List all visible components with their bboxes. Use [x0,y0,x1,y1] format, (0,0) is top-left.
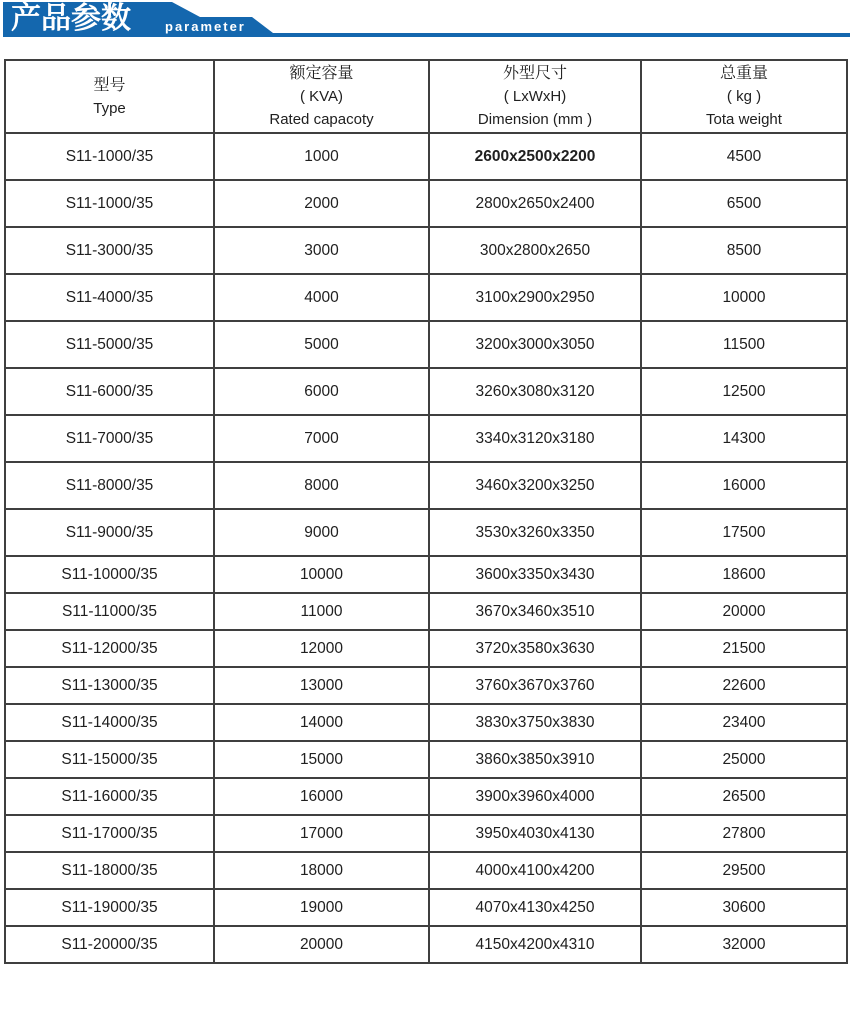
cell-weight: 23400 [641,704,847,741]
cell-model: S11-10000/35 [5,556,214,593]
cell-weight: 12500 [641,368,847,415]
cell-capacity: 5000 [214,321,429,368]
cell-capacity: 3000 [214,227,429,274]
cell-dimension: 300x2800x2650 [429,227,641,274]
cell-dimension: 3760x3670x3760 [429,667,641,704]
cell-model: S11-4000/35 [5,274,214,321]
table-row [5,321,847,368]
cell-capacity: 6000 [214,368,429,415]
cell-model: S11-17000/35 [5,815,214,852]
cell-weight: 29500 [641,852,847,889]
header-line-zh: 型号 [93,76,126,94]
header-line-en: Tota weight [706,111,782,128]
cell-model: S11-19000/35 [5,889,214,926]
cell-capacity: 8000 [214,462,429,509]
cell-dimension: 3600x3350x3430 [429,556,641,593]
cell-weight: 25000 [641,741,847,778]
cell-weight: 17500 [641,509,847,556]
cell-capacity: 14000 [214,704,429,741]
cell-weight: 27800 [641,815,847,852]
cell-weight: 4500 [641,133,847,180]
table-row [5,704,847,741]
cell-capacity: 17000 [214,815,429,852]
spec-table-container [4,59,846,964]
table-row [5,852,847,889]
cell-model: S11-1000/35 [5,180,214,227]
header-line-unit: ( KVA) [299,88,344,105]
header-line-en: Dimension (mm ) [477,111,593,128]
cell-dimension: 3460x3200x3250 [429,462,641,509]
cell-capacity: 15000 [214,741,429,778]
table-row [5,274,847,321]
table-row [5,630,847,667]
section-banner [0,0,850,40]
cell-dimension: 4150x4200x4310 [429,926,641,963]
cell-dimension: 3260x3080x3120 [429,368,641,415]
cell-dimension: 3900x3960x4000 [429,778,641,815]
cell-weight: 30600 [641,889,847,926]
cell-dimension: 3530x3260x3350 [429,509,641,556]
table-row [5,509,847,556]
cell-capacity: 2000 [214,180,429,227]
cell-model: S11-13000/35 [5,667,214,704]
cell-weight: 32000 [641,926,847,963]
cell-model: S11-16000/35 [5,778,214,815]
cell-weight: 14300 [641,415,847,462]
cell-capacity: 1000 [214,133,429,180]
section-title: 产品参数 [11,2,131,35]
section-subtitle: parameter [165,19,246,34]
table-row [5,368,847,415]
cell-weight: 16000 [641,462,847,509]
column-header-dimension [429,60,641,133]
cell-dimension: 3950x4030x4130 [429,815,641,852]
header-line-zh: 额定容量 [289,65,354,82]
cell-capacity: 13000 [214,667,429,704]
cell-model: S11-11000/35 [5,593,214,630]
cell-model: S11-14000/35 [5,704,214,741]
cell-weight: 22600 [641,667,847,704]
cell-capacity: 12000 [214,630,429,667]
cell-dimension: 2800x2650x2400 [429,180,641,227]
table-row [5,133,847,180]
cell-model: S11-6000/35 [5,368,214,415]
table-row [5,889,847,926]
cell-capacity: 9000 [214,509,429,556]
cell-model: S11-8000/35 [5,462,214,509]
table-row [5,667,847,704]
header-line-unit: ( kg ) [726,88,762,105]
cell-model: S11-12000/35 [5,630,214,667]
spec-table [4,59,848,964]
cell-dimension: 2600x2500x2200 [429,133,641,180]
cell-model: S11-3000/35 [5,227,214,274]
cell-capacity: 7000 [214,415,429,462]
table-row [5,741,847,778]
cell-weight: 6500 [641,180,847,227]
cell-model: S11-5000/35 [5,321,214,368]
table-row [5,415,847,462]
header-line-unit: ( LxWxH) [503,88,567,105]
column-header-type [5,60,214,133]
cell-dimension: 3720x3580x3630 [429,630,641,667]
table-row [5,227,847,274]
cell-weight: 18600 [641,556,847,593]
column-header-capacity [214,60,429,133]
table-row [5,593,847,630]
cell-dimension: 3100x2900x2950 [429,274,641,321]
cell-dimension: 3830x3750x3830 [429,704,641,741]
cell-capacity: 19000 [214,889,429,926]
header-line-en: Type [93,99,126,117]
cell-capacity: 18000 [214,852,429,889]
cell-dimension: 3200x3000x3050 [429,321,641,368]
cell-dimension: 3860x3850x3910 [429,741,641,778]
cell-model: S11-20000/35 [5,926,214,963]
header-row [5,60,847,133]
header-line-en: Rated capacoty [269,111,374,128]
cell-capacity: 16000 [214,778,429,815]
cell-capacity: 11000 [214,593,429,630]
header-line-zh: 总重量 [719,65,768,82]
cell-weight: 21500 [641,630,847,667]
table-row [5,180,847,227]
table-row [5,556,847,593]
cell-model: S11-7000/35 [5,415,214,462]
table-row [5,815,847,852]
cell-model: S11-9000/35 [5,509,214,556]
cell-model: S11-15000/35 [5,741,214,778]
cell-weight: 26500 [641,778,847,815]
cell-capacity: 20000 [214,926,429,963]
table-row [5,778,847,815]
cell-dimension: 3670x3460x3510 [429,593,641,630]
cell-weight: 8500 [641,227,847,274]
cell-capacity: 10000 [214,556,429,593]
cell-model: S11-1000/35 [5,133,214,180]
cell-weight: 10000 [641,274,847,321]
header-line-zh: 外型尺寸 [502,65,567,82]
table-row [5,926,847,963]
table-body [5,133,847,963]
cell-weight: 11500 [641,321,847,368]
cell-weight: 20000 [641,593,847,630]
table-header [5,60,847,133]
column-header-weight [641,60,847,133]
cell-dimension: 4000x4100x4200 [429,852,641,889]
cell-capacity: 4000 [214,274,429,321]
cell-model: S11-18000/35 [5,852,214,889]
cell-dimension: 4070x4130x4250 [429,889,641,926]
table-row [5,462,847,509]
cell-dimension: 3340x3120x3180 [429,415,641,462]
